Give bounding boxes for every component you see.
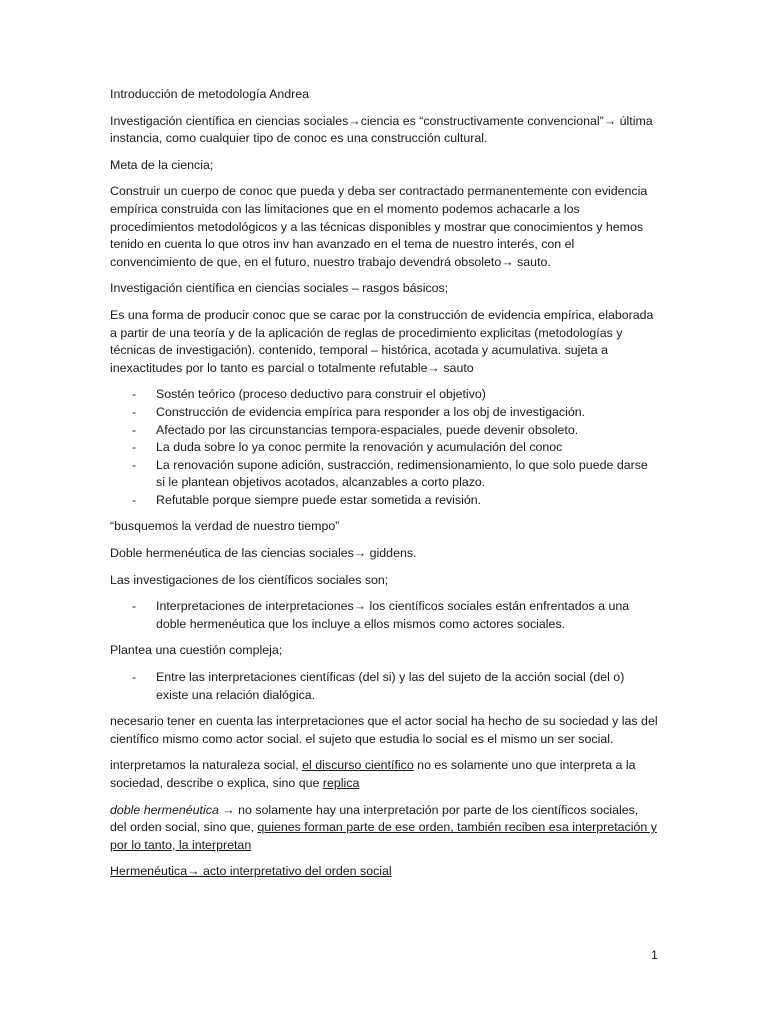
underlined-phrase: el discurso científico — [302, 758, 414, 773]
paragraph-11 — [110, 757, 658, 792]
paragraph-11-text-a: interpretamos la naturaleza social, — [110, 758, 303, 773]
list-item-text: Refutable porque siempre puede estar sometida a revisión. — [156, 492, 482, 507]
paragraph-9: Plantea una cuestión compleja; — [110, 643, 283, 658]
dash-marker: - — [132, 599, 137, 614]
list-item — [110, 598, 658, 633]
paragraph-8: Las investigaciones de los científicos sociales son; — [110, 572, 389, 587]
dash-marker: - — [132, 387, 137, 402]
list-item-text: Interpretaciones de interpretaciones→ los científicos sociales están enfrentados a una doble hermenéutica que los incluye a ellos mismos como actores sociales. — [156, 599, 630, 631]
doc-title: Introducción de metodología Andrea — [110, 87, 310, 101]
paragraph-2: Meta de la ciencia; — [110, 157, 214, 172]
paragraph-12-text-b: → no solamente hay una interpretación por parte de los científicos sociales, del orden social, sino que, — [110, 802, 639, 835]
list-item — [110, 457, 658, 492]
paragraph-1: Investigación científica en ciencias sociales→ciencia es “constructivamente convencional”→ última instancia, como cualquier tipo de conoc es una construcción cultural. — [110, 113, 653, 146]
list-item — [110, 404, 658, 422]
paragraph-12 — [110, 802, 658, 855]
list-item-text: La renovación supone adición, sustracción, redimensionamiento, lo que solo puede darse si le plantean objetivos acotados, alcanzables a corto plazo. — [156, 457, 648, 490]
dash-marker: - — [132, 422, 137, 437]
list-item-text: Afectado por las circunstancias tempora-espaciales, puede devenir obsoleto. — [156, 422, 579, 437]
paragraph-13: Hermenéutica→ acto interpretativo del orden social — [110, 864, 392, 879]
paragraph-4: Investigación científica en ciencias sociales – rasgos básicos; — [110, 281, 449, 296]
bullet-list-2 — [110, 598, 658, 633]
bullet-list-1 — [110, 386, 658, 509]
list-item — [110, 422, 658, 440]
paragraph-11-text-c: no es solamente uno que interpreta a la sociedad, describe o explica, sino que — [110, 758, 636, 790]
underlined-phrase: quienes forman parte de ese orden, también reciben esa interpretación y por lo tanto, la interpretan — [110, 820, 657, 852]
italic-term: doble hermenéutica — [110, 802, 219, 817]
dash-marker: - — [132, 457, 137, 472]
bullet-list-3 — [110, 669, 658, 704]
paragraph-6: “busquemos la verdad de nuestro tiempo” — [110, 519, 340, 534]
paragraph-7: Doble hermenéutica de las ciencias sociales→ giddens. — [110, 546, 417, 561]
list-item-text: La duda sobre lo ya conoc permite la renovación y acumulación del conoc — [156, 440, 563, 455]
paragraph-5: Es una forma de producir conoc que se carac por la construcción de evidencia empírica, elaborada a partir de una teoría y de la aplicación de reglas de procedimiento explicitas (metodologías y técnicas de investigación). contenido, temporal – histórica, acotada y acumulativa. sujeta a inexactitudes por lo tanto es parcial o totalmente refutable→ sauto — [110, 307, 654, 375]
list-item — [110, 492, 658, 510]
dash-marker: - — [132, 404, 137, 419]
list-item-text: Entre las interpretaciones científicas (del si) y las del sujeto de la acción social (del o) existe una relación dialógica. — [156, 670, 625, 702]
list-item-text: Construcción de evidencia empírica para responder a los obj de investigación. — [156, 404, 586, 419]
page-number: 1 — [651, 948, 658, 962]
paragraph-3: Construir un cuerpo de conoc que pueda y deba ser contractado permanentemente con evidencia empírica construida con las limitaciones que en el momento podemos achacarle a los procedimientos metodológicos y a las técnicas disponibles y mostrar que conocimientos y hemos tenido en cuenta lo que otros inv han avanzado en el tema de nuestro interés, con el convencimiento de que, en el futuro, nuestro trabajo devendrá obsoleto→ sauto. — [110, 184, 648, 269]
dash-marker: - — [132, 492, 137, 507]
dash-marker: - — [132, 670, 137, 685]
document-page — [110, 86, 658, 890]
list-item — [110, 669, 658, 704]
list-item — [110, 386, 658, 404]
underlined-word: replica — [322, 776, 360, 790]
list-item-text: Sostén teórico (proceso deductivo para construir el objetivo) — [156, 387, 486, 402]
list-item — [110, 439, 658, 457]
paragraph-10: necesario tener en cuenta las interpretaciones que el actor social ha hecho de su sociedad y las del científico mismo como actor social. el sujeto que estudia lo social es el mismo un ser social. — [110, 714, 658, 746]
dash-marker: - — [132, 440, 137, 455]
